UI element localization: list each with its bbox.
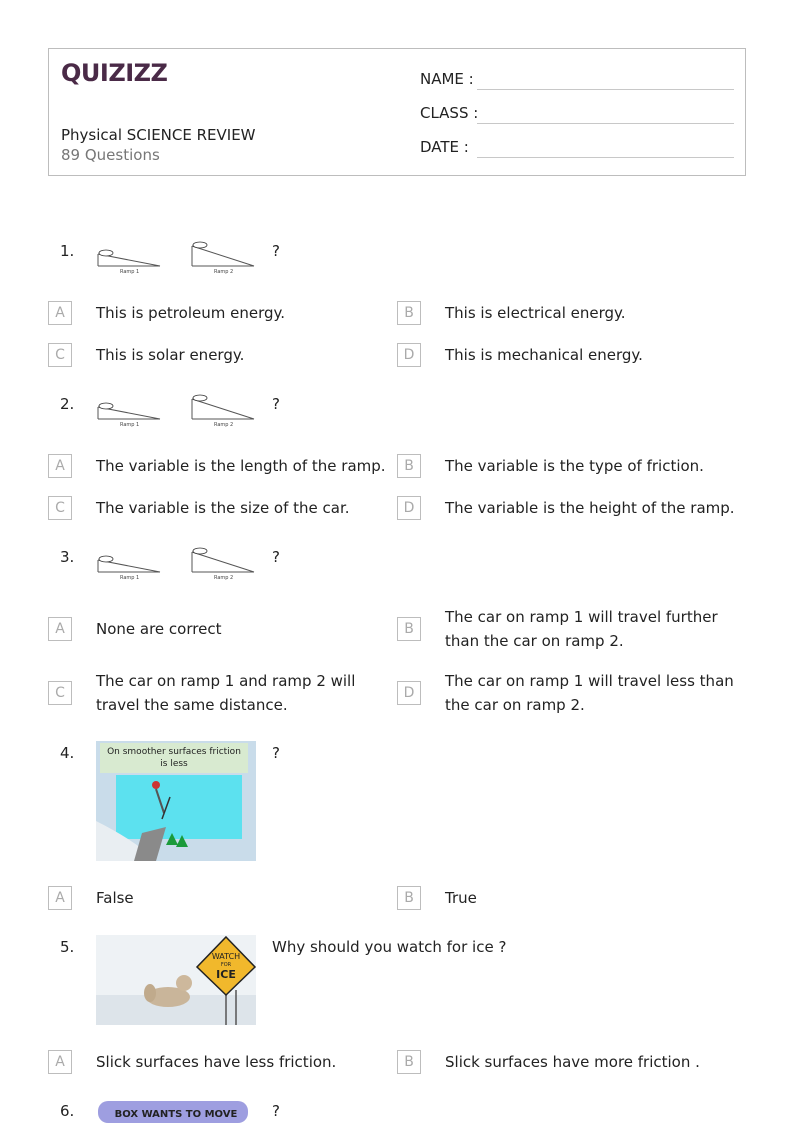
ramp-1-image: [96, 397, 162, 427]
worksheet-title: Physical SCIENCE REVIEW: [61, 126, 256, 144]
option-text: The variable is the type of friction.: [445, 457, 704, 475]
option-letter: D: [397, 343, 421, 367]
class-label: CLASS :: [420, 104, 479, 122]
option-text: The variable is the length of the ramp.: [96, 457, 386, 475]
option-text: The car on ramp 1 will travel further than the car on ramp 2.: [445, 608, 718, 650]
ramp-label: Ramp 2: [214, 422, 234, 428]
class-field[interactable]: [420, 100, 734, 124]
ramp-1-image: [96, 550, 162, 580]
option-letter: C: [48, 681, 72, 705]
date-line[interactable]: [477, 157, 734, 158]
option-text: The variable is the height of the ramp.: [445, 499, 735, 517]
option-text: Slick surfaces have less friction.: [96, 1053, 337, 1071]
ramp-1-image: [96, 244, 162, 274]
ramp-2-image: [190, 393, 256, 428]
sign-word-3: ICE: [216, 968, 236, 981]
date-field[interactable]: [420, 134, 734, 158]
option-letter: C: [48, 343, 72, 367]
option-letter: B: [397, 301, 421, 325]
question-text: ?: [272, 242, 280, 260]
question-text: Why should you watch for ice ?: [272, 938, 507, 956]
polar-bear-ice-image: [96, 935, 256, 1025]
option-text: This is solar energy.: [96, 346, 245, 364]
option-text: This is petroleum energy.: [96, 304, 285, 322]
option-letter: B: [397, 617, 421, 641]
option-letter: A: [48, 454, 72, 478]
option-text: The car on ramp 1 and ramp 2 will travel the same distance.: [96, 672, 356, 714]
question-text: ?: [272, 1102, 280, 1120]
class-line[interactable]: [477, 123, 734, 124]
option-letter: C: [48, 496, 72, 520]
option-letter: A: [48, 617, 72, 641]
date-label: DATE :: [420, 138, 469, 156]
ramp-label: Ramp 2: [214, 575, 234, 581]
friction-slide-image: [96, 741, 256, 861]
question-number: 5.: [60, 938, 75, 956]
image-caption: BOX WANTS TO MOVE: [114, 1109, 238, 1120]
option-text: False: [96, 889, 134, 907]
image-caption-line-1: On smoother surfaces friction: [107, 747, 241, 757]
name-line[interactable]: [477, 89, 734, 90]
ramp-label: Ramp 2: [214, 269, 234, 275]
name-label: NAME :: [420, 70, 474, 88]
box-move-image: [96, 1099, 256, 1123]
ramp-2-image: [190, 240, 256, 275]
question-number: 6.: [60, 1102, 75, 1120]
option-text: True: [445, 889, 477, 907]
question-number: 2.: [60, 395, 75, 413]
question-text: ?: [272, 744, 280, 762]
option-letter: D: [397, 496, 421, 520]
question-number: 1.: [60, 242, 75, 260]
option-text: The car on ramp 1 will travel less than the car on ramp 2.: [445, 672, 734, 714]
image-caption-line-2: is less: [160, 759, 188, 769]
question-number: 4.: [60, 744, 75, 762]
ramp-label: Ramp 1: [120, 575, 140, 581]
ramp-label: Ramp 1: [120, 422, 140, 428]
option-letter: A: [48, 1050, 72, 1074]
option-text: Slick surfaces have more friction .: [445, 1053, 700, 1071]
option-letter: D: [397, 681, 421, 705]
quizizz-logo: QUIZIZZ: [61, 59, 168, 87]
option-text: This is mechanical energy.: [445, 346, 643, 364]
option-letter: B: [397, 454, 421, 478]
option-letter: B: [397, 1050, 421, 1074]
option-text: None are correct: [96, 620, 222, 638]
question-count: 89 Questions: [61, 146, 160, 164]
option-text: This is electrical energy.: [445, 304, 626, 322]
sign-word-1: WATCH: [211, 952, 241, 961]
question-text: ?: [272, 395, 280, 413]
option-letter: A: [48, 301, 72, 325]
worksheet-header: [48, 48, 746, 176]
option-letter: A: [48, 886, 72, 910]
question-text: ?: [272, 548, 280, 566]
name-field[interactable]: [420, 66, 734, 90]
ramp-2-image: [190, 546, 256, 581]
ramp-label: Ramp 1: [120, 269, 140, 275]
option-letter: B: [397, 886, 421, 910]
question-number: 3.: [60, 548, 75, 566]
option-text: The variable is the size of the car.: [96, 499, 350, 517]
sign-word-2: FOR: [220, 962, 232, 968]
